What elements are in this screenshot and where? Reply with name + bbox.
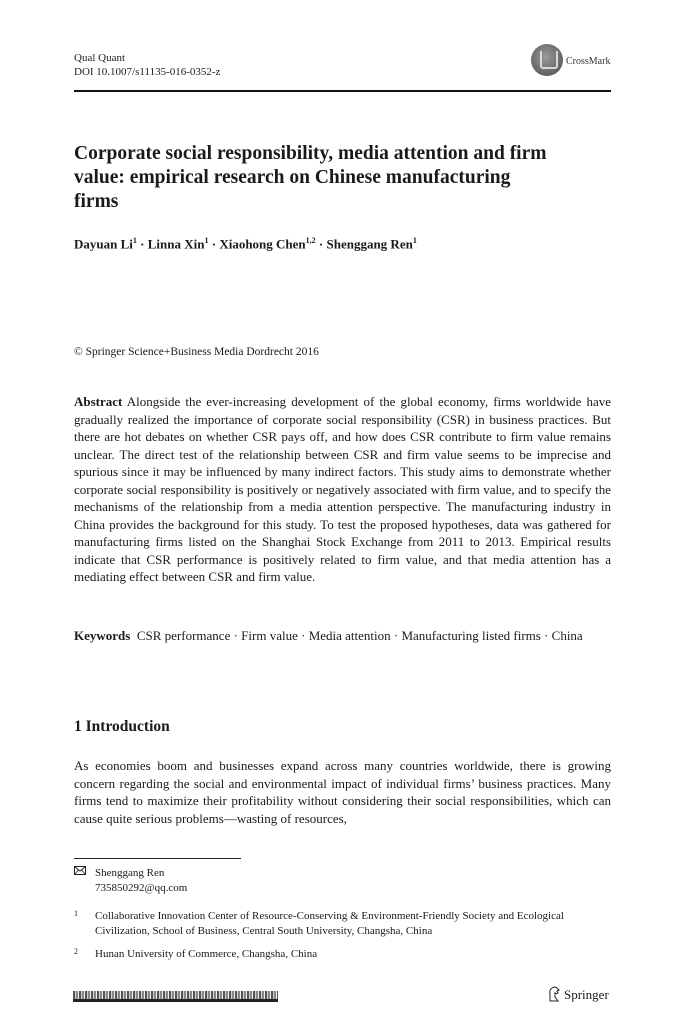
introduction-text: As economies boom and businesses expand across many countries worldwide, there is growing concern regarding the social and environmental impact of individual firms’ business practices. Many firms tend to maximize their profitability without considering their social responsibilities, which can cause quite serious problems—wasting of resources,: [74, 758, 611, 826]
corresponding-author-email[interactable]: 735850292@qq.com: [95, 882, 188, 894]
abstract-text: Alongside the ever-increasing development of the global economy, firms worldwide have gradually realized the importance of corporate social responsibility (CSR) in business practices. But there are hot debates on whether CSR pays off, and how does CSR contribute to firm value remains unclear. The direct test of the relationship between CSR and firm value seems to be imprecise and spurious since it may be influenced by many indirect factors. This study aims to demonstrate whether corporate social responsibility is positively or negatively associated with firm value, and to specify the mechanisms of the relationship from a media attention perspective. The manufacturing industry in China provides the background for this study. To test the proposed hypotheses, data was gathered for manufacturing firms listed on the Shanghai Stock Exchange from 2011 to 2013. Empirical results indicate that CSR performance is positively related to firm value, and that media attention has a mediating effect between CSR and firm value.: [74, 394, 611, 584]
abstract-label: Abstract: [74, 394, 123, 409]
author-name[interactable]: Dayuan Li: [74, 236, 133, 252]
doi[interactable]: DOI 10.1007/s11135-016-0352-z: [74, 66, 221, 78]
author-name[interactable]: Xiaohong Chen: [219, 236, 306, 252]
affiliation-1: Collaborative Innovation Center of Resource-Conserving & Environment-Friendly Society and Ecological Civilization, School of Business, Central South University, Changsha, China: [95, 910, 564, 937]
affiliation-2: Hunan University of Commerce, Changsha, China: [95, 948, 318, 960]
author-name[interactable]: Shenggang Ren: [326, 236, 413, 252]
corresponding-author-name: Shenggang Ren: [95, 867, 165, 879]
author-name[interactable]: Linna Xin: [147, 236, 205, 252]
author-separator: ·: [315, 236, 327, 252]
title-line: value: empirical research on Chinese manufacturing: [74, 167, 511, 188]
crossmark-label[interactable]: CrossMark: [566, 56, 611, 67]
envelope-icon: [74, 866, 86, 875]
affiliation-number: 1: [74, 909, 78, 918]
copyright-notice: © Springer Science+Business Media Dordrecht 2016: [74, 346, 319, 358]
crossmark-icon[interactable]: [531, 44, 563, 76]
affiliation-number: 2: [74, 947, 78, 956]
abstract: [74, 393, 611, 586]
author-affiliation: 1: [204, 236, 209, 245]
paper-title: [74, 142, 594, 214]
keywords: [74, 627, 611, 645]
publisher-logo-text: Springer: [564, 987, 609, 1002]
author-list: [74, 236, 417, 252]
title-line: firms: [74, 191, 119, 212]
section-heading: 1 Introduction: [74, 718, 170, 735]
author-affiliation: 1,2: [305, 236, 316, 245]
springer-horse-icon: [547, 986, 561, 1002]
author-affiliation: 1: [412, 236, 417, 245]
title-line: Corporate social responsibility, media attention and firm: [74, 143, 547, 164]
author-separator: ·: [208, 236, 220, 252]
footnote-rule: [74, 858, 241, 859]
journal-name: Qual Quant: [74, 52, 126, 64]
journal-header: [74, 51, 220, 79]
author-affiliation: 1: [132, 236, 137, 245]
barcode-base-line: [73, 999, 278, 1002]
author-separator: ·: [136, 236, 148, 252]
keywords-label: Keywords: [74, 628, 131, 643]
keywords-text: CSR performance · Firm value · Media attention · Manufacturing listed firms · China: [136, 628, 583, 643]
header-rule: [74, 90, 611, 92]
